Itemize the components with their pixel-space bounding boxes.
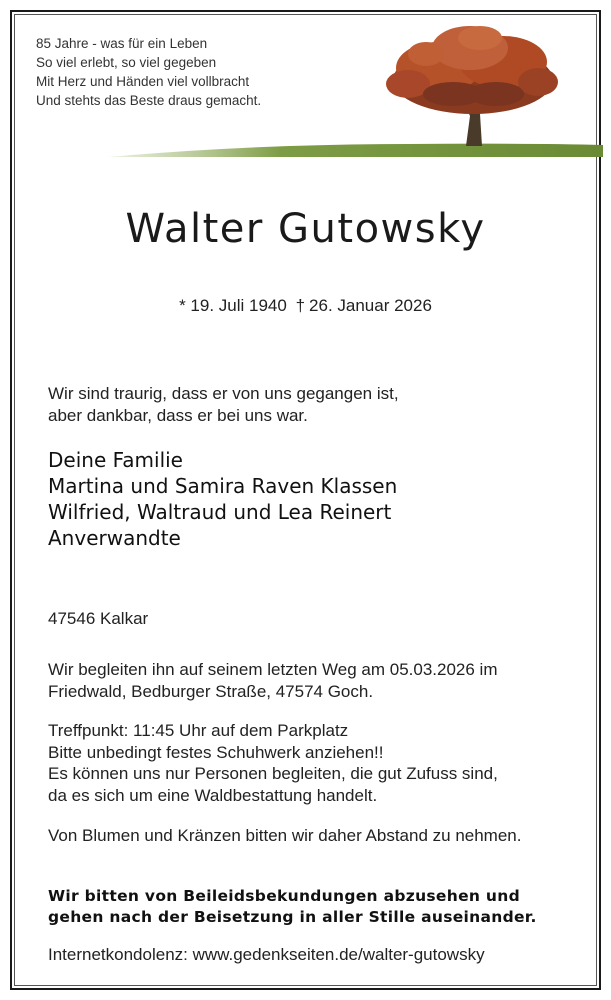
tree-image: [108, 18, 603, 160]
family-list: [48, 447, 397, 551]
flowers-note: [48, 825, 521, 847]
death-date: 26. Januar 2026: [309, 296, 432, 315]
intro-text: [48, 383, 399, 426]
condolence-request: [48, 886, 537, 928]
poem-line: Und stehts das Beste draus gemacht.: [36, 93, 262, 108]
intro-line: Wir sind traurig, dass er von uns gegangen ist,: [48, 384, 399, 403]
poem-line: 85 Jahre - was für ein Leben: [36, 36, 208, 51]
meeting-line: Bitte unbedingt festes Schuhwerk anziehen!!: [48, 742, 384, 762]
request-line: Wir bitten von Beileidsbekundungen abzusehen und: [48, 887, 520, 905]
grass-hill: [108, 144, 603, 157]
funeral-line: Wir begleiten ihn auf seinem letzten Weg am 05.03.2026 im: [48, 660, 498, 679]
flowers-text: Von Blumen und Kränzen bitten wir daher Abstand zu nehmen.: [48, 826, 522, 845]
intro-line: aber dankbar, dass er bei uns war.: [48, 405, 308, 425]
funeral-line: Friedwald, Bedburger Straße, 47574 Goch.: [48, 681, 374, 701]
funeral-info: [48, 659, 498, 702]
poem-line: So viel erlebt, so viel gegeben: [36, 55, 217, 70]
poem-line: Mit Herz und Händen viel vollbracht: [36, 74, 250, 89]
online-condolence-text: Internetkondolenz: www.gedenkseiten.de/walter-gutowsky: [48, 945, 485, 964]
family-line: Deine Familie: [48, 448, 183, 472]
meeting-line: Treffpunkt: 11:45 Uhr auf dem Parkplatz: [48, 721, 349, 740]
family-line: Martina und Samira Raven Klassen: [48, 474, 398, 498]
location: [48, 608, 148, 630]
life-dates: [0, 296, 611, 316]
request-line: gehen nach der Beisetzung in aller Stille auseinander.: [48, 908, 537, 926]
online-condolence: [48, 944, 485, 966]
meeting-info: [48, 720, 498, 806]
deceased-name: Walter Gutowsky: [125, 206, 486, 252]
meeting-line: Es können uns nur Personen begleiten, die gut Zufuss sind,: [48, 764, 498, 783]
family-line: Wilfried, Waltraud und Lea Reinert: [48, 500, 392, 524]
location-text: 47546 Kalkar: [48, 609, 149, 628]
birth-date: * 19. Juli 1940: [179, 296, 287, 315]
cross-symbol: †: [295, 296, 306, 315]
meeting-line: da es sich um eine Waldbestattung handelt.: [48, 785, 378, 805]
family-line: Anverwandte: [48, 526, 181, 550]
tree-crown: [386, 26, 558, 114]
